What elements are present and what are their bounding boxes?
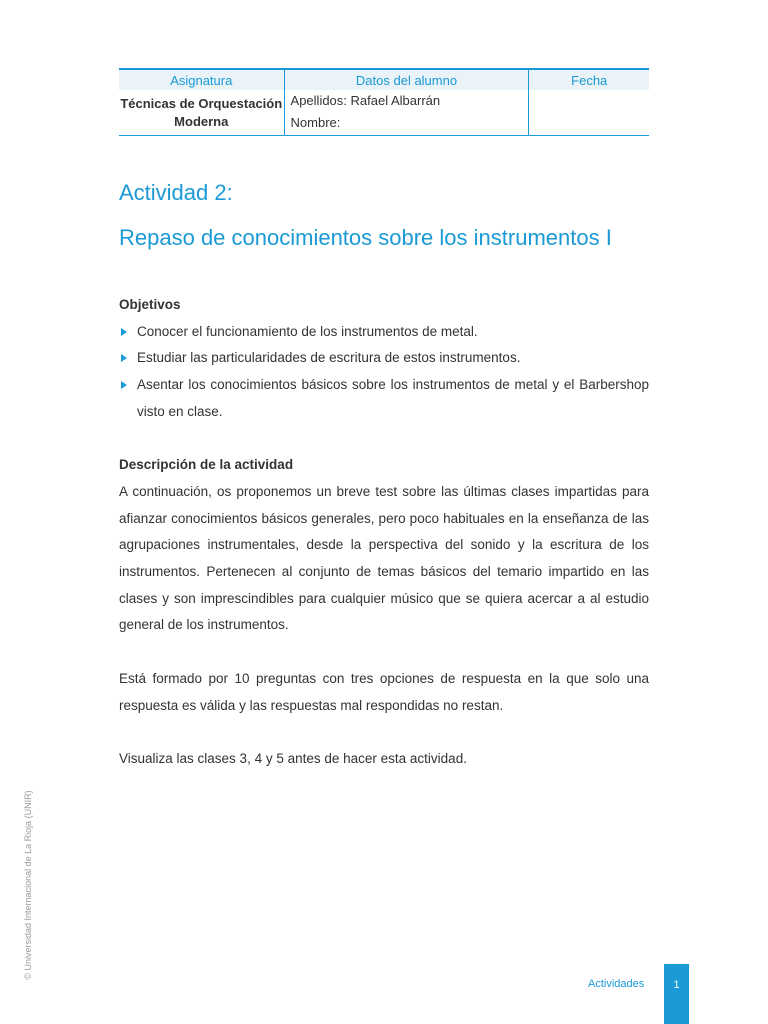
objective-item xyxy=(119,372,649,425)
date-cell xyxy=(529,90,649,136)
subject-name: Técnicas de Orquestación Moderna xyxy=(119,90,284,136)
bullet-arrow-icon xyxy=(121,328,127,336)
activity-title: Actividad 2: xyxy=(119,180,233,205)
objective-text: Conocer el funcionamiento de los instrumentos de metal. xyxy=(137,323,478,339)
objectives-list xyxy=(119,319,649,426)
footer-section-label: Actividades xyxy=(588,978,645,990)
activity-subtitle: Repaso de conocimientos sobre los instrumentos I xyxy=(119,225,612,250)
student-name: Nombre: xyxy=(290,115,341,130)
objectives-heading: Objetivos xyxy=(119,297,181,312)
student-surname: Apellidos: Rafael Albarrán xyxy=(290,93,441,108)
description-paragraph: Está formado por 10 preguntas con tres opciones de respuesta en la que solo una respuesta es válida y las respuestas mal respondidas no restan. xyxy=(119,670,649,713)
header-table xyxy=(119,68,649,136)
bullet-arrow-icon xyxy=(121,381,127,389)
main-content xyxy=(119,292,649,773)
objective-text: Estudiar las particularidades de escritura de estos instrumentos. xyxy=(137,350,521,366)
description-heading: Descripción de la actividad xyxy=(119,457,294,473)
description-paragraph: A continuación, os proponemos un breve test sobre las últimas clases impartidas para afianzar conocimientos básicos generales, pero poco habituales en la enseñanza de las agrupaciones instrumentales, desde la perspectiva del sonido y la escritura de los instrumentos. Pertenecen al conjunto de temas básicos del temario impartido en las clases y son imprescindibles para cualquier músico que se quiera acercar a al estudio general de los instrumentos. xyxy=(119,483,649,633)
description-paragraph: Visualiza las clases 3, 4 y 5 antes de hacer esta actividad. xyxy=(119,750,467,766)
bullet-arrow-icon xyxy=(121,354,127,362)
column-header-subject: Asignatura xyxy=(119,69,284,90)
copyright-sidebar: © Universidad Internacional de La Rioja (UNIR) xyxy=(23,790,33,980)
objective-item xyxy=(119,345,649,372)
page-number-box xyxy=(664,964,689,1024)
objective-item xyxy=(119,319,649,346)
student-data xyxy=(284,90,529,136)
page-number: 1 xyxy=(673,979,680,991)
objective-text: Asentar los conocimientos básicos sobre los instrumentos de metal y el Barbershop visto en clase. xyxy=(137,377,649,419)
column-header-student: Datos del alumno xyxy=(284,69,529,90)
column-header-date: Fecha xyxy=(529,69,649,90)
